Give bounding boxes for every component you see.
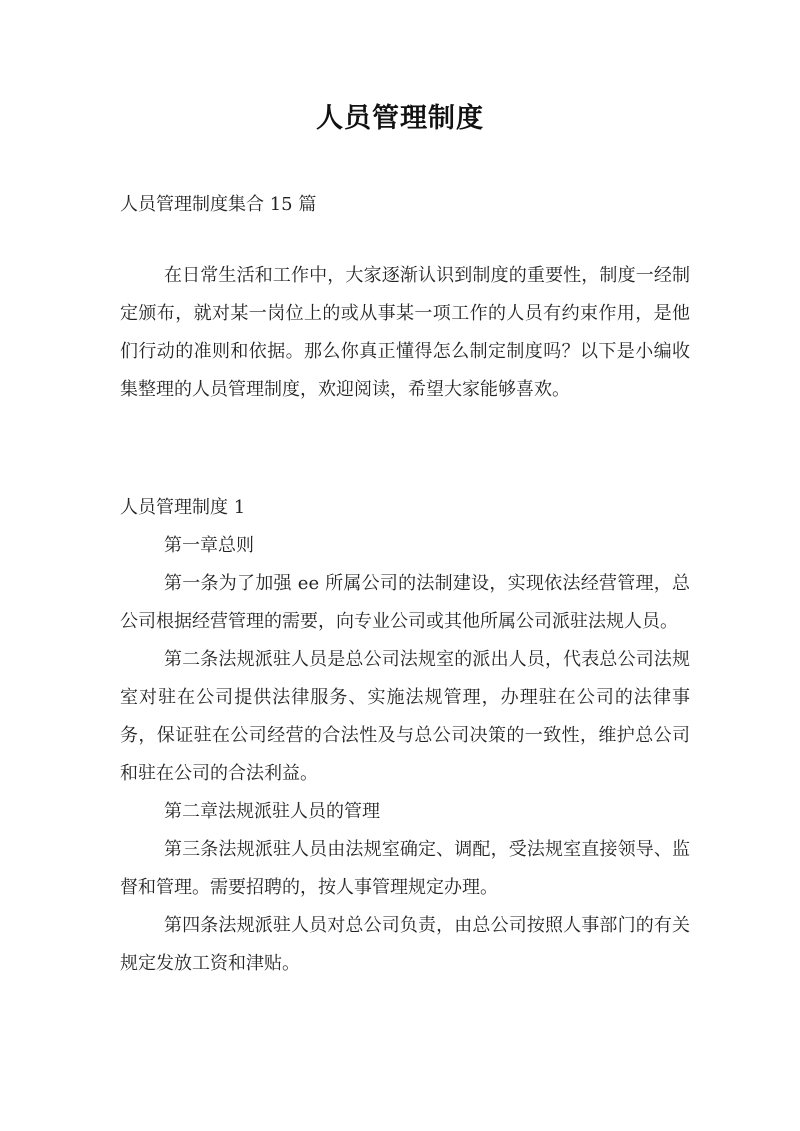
document-subtitle: 人员管理制度集合 15 篇 [120, 194, 317, 215]
article-3: 第三条法规派驻人员由法规室确定、调配，受法规室直接领导、监督和管理。需要招聘的，按人事管理规定办理。 [120, 839, 690, 898]
article-2: 第二条法规派驻人员是总公司法规室的派出人员，代表总公司法规室对驻在公司提供法律服务、实施法规管理，办理驻在公司的法律事务，保证驻在公司经营的合法性及与总公司决策的一致性，维护总公司和驻在公司的合法利益。 [120, 649, 690, 784]
article-1: 第一条为了加强 ee 所属公司的法制建设，实现依法经营管理，总公司根据经营管理的需要，向专业公司或其他所属公司派驻法规人员。 [120, 573, 690, 632]
section-heading: 人员管理制度 1 [120, 497, 246, 518]
document-title: 人员管理制度 [316, 103, 484, 134]
intro-paragraph: 在日常生活和工作中，大家逐渐认识到制度的重要性，制度一经制定颁布，就对某一岗位上的或从事某一项工作的人员有约束作用，是他们行动的准则和依据。那么你真正懂得怎么制定制度吗？以下是小编收集整理的人员管理制度，欢迎阅读，希望大家能够喜欢。 [120, 265, 690, 400]
article-4: 第四条法规派驻人员对总公司负责，由总公司按照人事部门的有关规定发放工资和津贴。 [120, 915, 690, 974]
intro-section [120, 257, 690, 409]
chapter-heading-2: 第二章法规派驻人员的管理 [164, 801, 380, 822]
regulation-section [120, 489, 690, 983]
chapter-heading-1: 第一章总则 [164, 535, 254, 556]
